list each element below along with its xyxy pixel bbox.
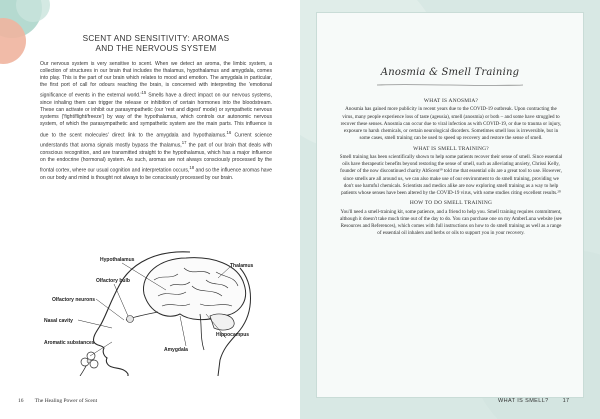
section-title — [40, 34, 272, 54]
right-running-head: WHAT IS SMELL? — [498, 398, 549, 404]
right-page-number: 17 — [562, 398, 570, 404]
section-title-line-1: SCENT AND SENSITIVITY: AROMAS — [82, 34, 230, 43]
right-page-footer — [498, 398, 570, 404]
heading-what-is-smell-training: WHAT IS SMELL TRAINING? — [413, 145, 489, 152]
label-olfactory-neurons: Olfactory neurons — [52, 297, 96, 303]
label-nasal-cavity: Nasal cavity — [44, 318, 73, 324]
left-page-footer — [18, 398, 97, 404]
heading-how-to-do-smell-training: HOW TO DO SMELL TRAINING — [409, 200, 493, 207]
body-paragraph — [40, 61, 272, 182]
label-hypothalamus: Hypothalamus — [100, 257, 135, 263]
footnote-ref-15: 15 — [141, 90, 147, 96]
footnote-ref-16: 16 — [226, 129, 232, 135]
body-text-1: Our nervous system is very sensitive to scent. When we detect an aroma, the limbic system, a collection of structures in our brain that includes the thalamus, hypothalamus and amygdala, comes into play. This is the part of our brain which relates to mood and emotion. The amygdala in particular, the first port of call for odours reaching the brain, is concerned with interpreting the 'emotional significance of events in the external world.' — [40, 61, 272, 100]
label-amygdala: Amygdala — [164, 347, 188, 353]
cerebellum — [210, 314, 234, 330]
left-page-number: 16 — [18, 398, 24, 404]
body-text-3: Current science understands that aroma signals mostly bypass the thalamus, — [40, 132, 272, 149]
label-aromatic-substances: Aromatic substances — [44, 340, 95, 346]
paragraph-how-to-do-smell-training: You'll need a smell-training kit, some patience, and a friend to help you. Smell training requires commitment, although it doesn't take much time out of the day to do. You can purchase one on my AmberLuna website (see Resources and References), which comes with full instructions on how to do smell training as well as a range of essential oil inhalers and herbs or oils to support you in your recovery. — [339, 208, 563, 237]
body-text-4: the part of our brain that deals with conscious recognition, and are transmitted straight to the hypothalamus, which has a major influence on the endocrine (hormonal) system. As such, aromas are not always consciously processed by the frontal cortex, where our usual cognition and interpretation occurs, — [40, 143, 272, 174]
panel-content — [339, 98, 563, 241]
flower-icon — [80, 352, 98, 376]
olfactory-bulb-shape — [127, 316, 134, 323]
body-text-2: Smells have a direct impact on our nervous systems, since inhaling them can trigger the release or inhibition of certain hormones into the bloodstream. These can activate or inhibit our parasympathetic (our 'rest and digest' mode) or sympathetic nervous systems ('fight/flight/freeze') by way of the hypothalamus, which controls our autonomic nervous system, of which the parasympathetic and sympathetic system are the main parts. This influence is due to the scent molecules' direct link to the amygdala and hypothalamus. — [40, 93, 272, 139]
brain-olfaction-diagram — [40, 250, 272, 376]
label-hippocampus: Hippocampus — [216, 332, 250, 338]
label-olfactory-bulb: Olfactory bulb — [96, 278, 130, 284]
label-thalamus: Thalamus — [230, 263, 254, 269]
brain-diagram-svg — [40, 250, 272, 376]
heading-what-is-anosmia: WHAT IS ANOSMIA? — [423, 98, 479, 104]
footnote-ref-18: 18 — [189, 165, 195, 171]
sidebar-panel — [316, 12, 584, 398]
right-page — [300, 0, 600, 419]
title-flourish — [375, 83, 525, 85]
left-running-head: The Healing Power of Scent — [34, 398, 98, 404]
panel-script-title: Anosmia & Smell Training — [380, 67, 520, 78]
section-title-line-2: AND THE NERVOUS SYSTEM — [95, 44, 217, 53]
body-text-5: and so the influence aromas have on our body and mind is thought not always to be consciously processed by our brain. — [40, 167, 273, 182]
paragraph-what-is-anosmia: Anosmia has gained more publicity in recent years due to the COVID-19 outbreak. Upon contracting the virus, many people experience loss of taste (ageusia), smell (anosmia) or both – and some have struggled to recover these senses. Anosmia can occur due to viral infection as with COVID-19, or due to trauma or injury, exposure to harsh chemicals, or certain neurological disorders. Sometimes smell loss is irreversible, but in some cases, smell training can be used to speed up recovery and restore the sense of smell. — [340, 106, 562, 142]
footnote-ref-17: 17 — [181, 140, 187, 146]
paragraph-what-is-smell-training: Smell training has been scientifically shown to help some patients recover their sense of smell. Since essential oils have therapeutic benefits beyond restoring the sense of smell, such as alleviating anxiety, Chrissi Kelly, founder of the now discontinued charity AbScent¹⁹ told me that essential oils are a great tool to use. However, since smells are all around us, we can also make use of our environment to do smell training, providing we don't use harmful chemicals. Scientists and medics alike are now exploring smell training as a way to help patients whose senses have been altered by the COVID-19 virus, with some studies citing excellent results.²⁰ — [339, 153, 563, 196]
